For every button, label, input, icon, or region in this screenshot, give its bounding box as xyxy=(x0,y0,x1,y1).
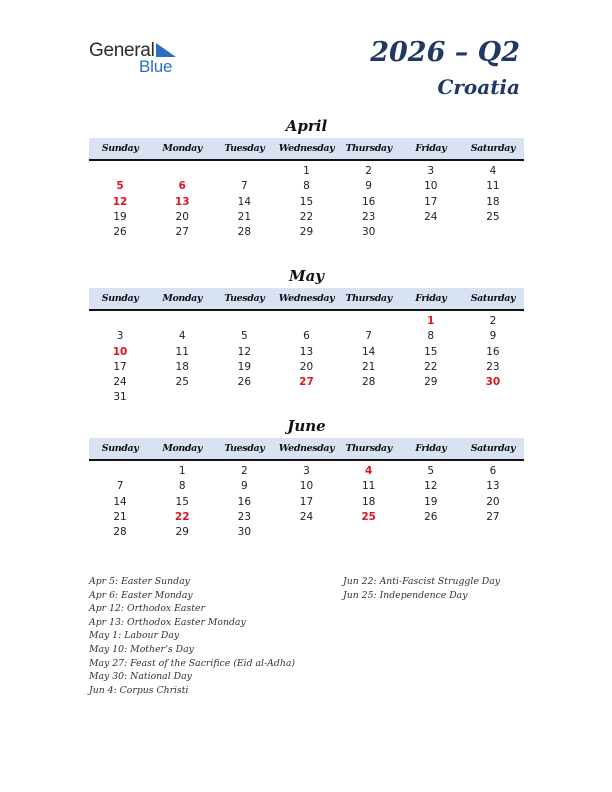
logo-text-general: General xyxy=(89,40,155,61)
day-cell: 1 xyxy=(303,165,310,177)
day-cell: 11 xyxy=(361,480,376,493)
day-cell: 2 xyxy=(241,465,248,477)
weekday-monday: Monday xyxy=(162,293,203,304)
day-cell: 21 xyxy=(113,510,127,523)
day-cell: 28 xyxy=(361,376,376,389)
logo xyxy=(89,40,189,76)
day-cell: 26 xyxy=(113,226,127,239)
weekday-friday: Friday xyxy=(415,293,447,304)
weekday-saturday: Saturday xyxy=(470,443,516,454)
day-cell: 27 xyxy=(175,226,189,239)
week-row xyxy=(89,479,524,494)
empty-day-cell xyxy=(462,390,524,405)
week-row xyxy=(89,525,524,540)
holiday-list-right xyxy=(343,575,500,602)
day-cell: 2 xyxy=(365,165,372,177)
empty-day-cell xyxy=(213,164,275,179)
week-row xyxy=(89,195,524,210)
day-cell: 7 xyxy=(116,480,124,493)
week-row xyxy=(89,314,524,329)
empty-day-cell xyxy=(89,164,151,179)
day-cell: 22 xyxy=(299,210,314,223)
weekday-thursday: Thursday xyxy=(345,443,392,454)
day-cell: 24 xyxy=(113,376,127,389)
day-cell: 20 xyxy=(299,360,314,373)
weekday-tuesday: Tuesday xyxy=(224,443,265,454)
day-cell: 26 xyxy=(237,376,252,389)
weekday-friday: Friday xyxy=(415,143,447,154)
week-row xyxy=(89,360,524,375)
page-title: 2026 – Q2 xyxy=(370,37,520,68)
week-row xyxy=(89,464,524,479)
day-cell: 21 xyxy=(361,360,376,373)
day-cell: 1 xyxy=(178,465,186,477)
day-cell: 2 xyxy=(489,315,497,327)
holiday-day-cell: 12 xyxy=(112,195,128,208)
day-cell: 19 xyxy=(237,360,252,373)
weekday-tuesday: Tuesday xyxy=(224,143,265,154)
holiday-day-cell: 1 xyxy=(427,315,435,327)
empty-day-cell xyxy=(338,314,400,329)
empty-day-cell xyxy=(213,390,275,405)
holiday-item: May 1: Labour Day xyxy=(89,630,180,642)
empty-day-cell xyxy=(151,390,213,405)
weekday-header xyxy=(89,288,524,311)
day-cell: 28 xyxy=(237,226,252,239)
day-cell: 14 xyxy=(113,495,127,508)
holiday-item: Apr 13: Orthodox Easter Monday xyxy=(89,616,246,628)
holiday-day-cell: 27 xyxy=(299,376,314,389)
day-cell: 30 xyxy=(361,226,376,239)
weekday-tuesday: Tuesday xyxy=(224,293,265,304)
week-row xyxy=(89,345,524,360)
empty-day-cell xyxy=(462,225,524,240)
day-cell: 8 xyxy=(427,330,435,343)
day-cell: 15 xyxy=(424,345,438,358)
empty-day-cell xyxy=(275,390,337,405)
month-may xyxy=(89,266,524,406)
holiday-day-cell: 10 xyxy=(112,345,128,358)
weeks-grid xyxy=(89,314,524,406)
weekday-saturday: Saturday xyxy=(470,143,516,154)
week-row xyxy=(89,390,524,405)
empty-day-cell xyxy=(338,525,400,540)
day-cell: 25 xyxy=(486,210,500,223)
day-cell: 15 xyxy=(299,195,314,208)
day-cell: 23 xyxy=(486,360,500,373)
week-row xyxy=(89,510,524,525)
holiday-item: Jun 22: Anti-Fascist Struggle Day xyxy=(343,576,501,587)
week-row xyxy=(89,210,524,225)
holiday-day-cell: 5 xyxy=(116,180,124,193)
day-cell: 18 xyxy=(175,360,189,373)
day-cell: 24 xyxy=(299,510,314,523)
day-cell: 12 xyxy=(424,480,438,493)
day-cell: 25 xyxy=(175,376,189,389)
day-cell: 23 xyxy=(361,210,376,223)
week-row xyxy=(89,164,524,179)
day-cell: 15 xyxy=(175,495,189,508)
day-cell: 16 xyxy=(237,495,252,508)
holiday-list-left xyxy=(89,575,295,697)
empty-day-cell xyxy=(89,464,151,479)
weekday-thursday: Thursday xyxy=(345,143,392,154)
holiday-day-cell: 13 xyxy=(174,195,190,208)
day-cell: 16 xyxy=(361,195,376,208)
day-cell: 3 xyxy=(116,330,124,343)
empty-day-cell xyxy=(338,390,400,405)
holiday-day-cell: 6 xyxy=(178,180,186,193)
day-cell: 27 xyxy=(486,510,500,523)
day-cell: 21 xyxy=(237,210,252,223)
country-name: Croatia xyxy=(437,75,520,99)
holiday-item: Apr 5: Easter Sunday xyxy=(89,576,190,587)
day-cell: 4 xyxy=(178,330,186,343)
holiday-item: Jun 4: Corpus Christi xyxy=(89,684,189,696)
day-cell: 14 xyxy=(237,195,252,208)
weekday-thursday: Thursday xyxy=(345,293,392,304)
weekday-sunday: Sunday xyxy=(101,143,139,154)
week-row xyxy=(89,495,524,510)
day-cell: 19 xyxy=(424,495,438,508)
week-row xyxy=(89,179,524,194)
empty-day-cell xyxy=(275,525,337,540)
day-cell: 10 xyxy=(424,180,438,193)
day-cell: 3 xyxy=(303,465,310,477)
day-cell: 17 xyxy=(299,495,314,508)
day-cell: 17 xyxy=(424,195,438,208)
empty-day-cell xyxy=(151,164,213,179)
logo-triangle-icon xyxy=(156,43,176,57)
holiday-day-cell: 4 xyxy=(364,465,373,477)
week-row xyxy=(89,329,524,344)
day-cell: 20 xyxy=(486,495,500,508)
day-cell: 11 xyxy=(486,180,500,193)
empty-day-cell xyxy=(151,314,213,329)
month-april xyxy=(89,116,524,240)
day-cell: 14 xyxy=(361,345,376,358)
day-cell: 6 xyxy=(303,330,310,343)
day-cell: 16 xyxy=(486,345,500,358)
holiday-item: Jun 25: Independence Day xyxy=(343,589,468,601)
month-title: April xyxy=(285,117,328,135)
weekday-monday: Monday xyxy=(162,443,203,454)
holiday-item: May 30: National Day xyxy=(89,671,192,683)
day-cell: 9 xyxy=(365,180,372,193)
week-row xyxy=(89,375,524,390)
day-cell: 19 xyxy=(113,210,127,223)
logo-text-blue: Blue xyxy=(139,57,173,76)
week-row xyxy=(89,225,524,240)
weekday-sunday: Sunday xyxy=(101,293,139,304)
day-cell: 8 xyxy=(303,180,310,193)
day-cell: 26 xyxy=(424,510,438,523)
empty-day-cell xyxy=(275,314,337,329)
holiday-day-cell: 25 xyxy=(361,510,376,523)
holiday-day-cell: 22 xyxy=(174,510,190,523)
month-title: May xyxy=(288,267,325,285)
month-june xyxy=(89,416,524,540)
day-cell: 6 xyxy=(489,465,497,477)
day-cell: 29 xyxy=(424,376,438,389)
day-cell: 5 xyxy=(427,465,435,477)
empty-day-cell xyxy=(89,314,151,329)
day-cell: 29 xyxy=(175,526,189,539)
empty-day-cell xyxy=(400,390,462,405)
day-cell: 7 xyxy=(365,330,372,343)
weekday-header xyxy=(89,438,524,461)
day-cell: 29 xyxy=(299,226,314,239)
day-cell: 20 xyxy=(175,210,189,223)
weekday-saturday: Saturday xyxy=(470,293,516,304)
empty-day-cell xyxy=(462,525,524,540)
holiday-item: Apr 12: Orthodox Easter xyxy=(89,603,205,615)
day-cell: 7 xyxy=(241,180,248,193)
day-cell: 13 xyxy=(299,345,314,358)
day-cell: 24 xyxy=(424,210,438,223)
day-cell: 22 xyxy=(424,360,438,373)
weeks-grid xyxy=(89,164,524,240)
weekday-wednesday: Wednesday xyxy=(278,293,335,304)
empty-day-cell xyxy=(213,314,275,329)
weekday-monday: Monday xyxy=(162,143,203,154)
day-cell: 9 xyxy=(241,480,248,493)
day-cell: 9 xyxy=(489,330,497,343)
holiday-day-cell: 30 xyxy=(485,376,501,389)
empty-day-cell xyxy=(400,525,462,540)
day-cell: 8 xyxy=(178,480,186,493)
day-cell: 18 xyxy=(361,495,376,508)
day-cell: 13 xyxy=(486,480,500,493)
day-cell: 31 xyxy=(113,391,127,404)
day-cell: 28 xyxy=(113,526,127,539)
day-cell: 18 xyxy=(486,195,500,208)
empty-day-cell xyxy=(400,225,462,240)
weekday-wednesday: Wednesday xyxy=(278,143,335,154)
day-cell: 11 xyxy=(175,345,189,358)
weeks-grid xyxy=(89,464,524,540)
day-cell: 10 xyxy=(299,480,314,493)
day-cell: 12 xyxy=(237,345,252,358)
month-title: June xyxy=(287,417,326,435)
day-cell: 4 xyxy=(489,165,497,177)
holiday-item: May 10: Mother’s Day xyxy=(89,643,194,655)
weekday-friday: Friday xyxy=(415,443,447,454)
day-cell: 30 xyxy=(237,526,252,539)
day-cell: 17 xyxy=(113,360,127,373)
day-cell: 5 xyxy=(241,330,248,343)
day-cell: 3 xyxy=(427,165,435,177)
holiday-item: Apr 6: Easter Monday xyxy=(89,589,193,601)
day-cell: 23 xyxy=(237,510,252,523)
holiday-item: May 27: Feast of the Sacrifice (Eid al-Adha) xyxy=(89,657,295,669)
weekday-sunday: Sunday xyxy=(101,443,139,454)
weekday-header xyxy=(89,138,524,161)
weekday-wednesday: Wednesday xyxy=(278,443,335,454)
